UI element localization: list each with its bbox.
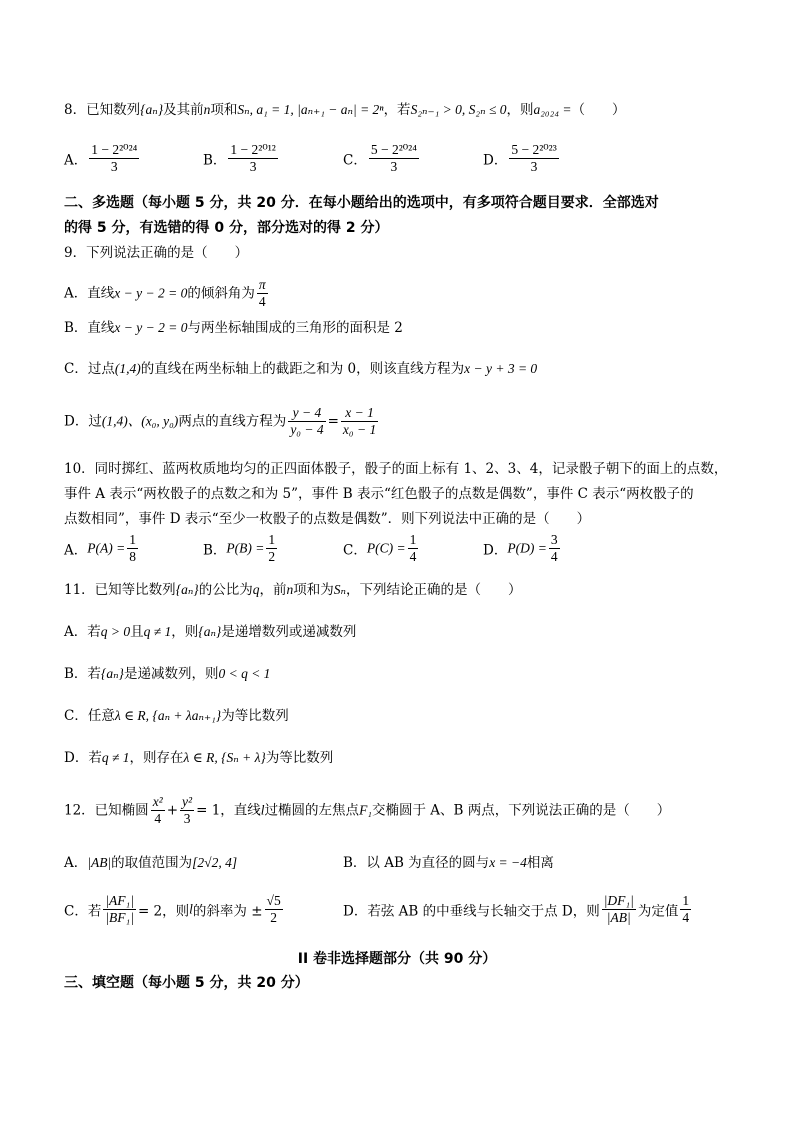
option-fraction xyxy=(408,532,419,565)
q12-text: ，直线 xyxy=(220,802,261,819)
angle-fraction xyxy=(257,277,268,310)
q11-seq: {aₙ} xyxy=(175,582,199,597)
denominator: 4 xyxy=(409,549,417,564)
denominator: 4 xyxy=(154,811,162,826)
q9-option-d[interactable] xyxy=(64,405,380,438)
option-label: C． xyxy=(343,152,367,169)
numerator: 1 − 2²⁰¹² xyxy=(230,142,276,157)
option-text: D．若弦 AB 的中垂线与长轴交于点 D，则 xyxy=(343,903,600,920)
condition: q ≠ 1 xyxy=(143,624,172,639)
line-l: l xyxy=(260,802,265,818)
option-label: A． xyxy=(64,152,88,169)
option-text: 且 xyxy=(130,624,144,640)
q12-option-c[interactable] xyxy=(64,893,285,926)
equation: x − y + 3 = 0 xyxy=(464,361,538,376)
q8-cond2: S₂ₙ₋₁ > 0, S₂ₙ ≤ 0 xyxy=(410,102,507,117)
option-text: B．若 xyxy=(64,666,101,682)
q8-n: n xyxy=(203,102,211,117)
denominator: 2 xyxy=(270,910,277,925)
numerator: 5 − 2²⁰²³ xyxy=(511,142,557,157)
point: (1,4) xyxy=(114,361,141,376)
q12-stem xyxy=(64,794,670,827)
option-fraction xyxy=(549,532,560,565)
q8-option-c[interactable] xyxy=(343,142,421,175)
q12-text: 交椭圆于 A、B 两点，下列说法正确的是（ ） xyxy=(372,802,671,819)
value-fraction xyxy=(680,893,691,926)
rhs-fraction xyxy=(341,405,378,438)
q8-text: 项和 xyxy=(210,102,238,118)
sequence: {aₙ} xyxy=(198,624,222,639)
prob-expr: P(B) = xyxy=(226,540,265,556)
option-label: D． xyxy=(483,152,508,169)
q12-option-a[interactable] xyxy=(64,851,237,871)
section3-header: 三、填空题（每小题 5 分，共 20 分） xyxy=(64,975,309,991)
numerator: 1 xyxy=(409,532,417,547)
q8-seq: {aₙ} xyxy=(140,102,164,117)
q11-option-a[interactable] xyxy=(64,623,356,641)
option-fraction xyxy=(89,142,139,175)
denominator: 3 xyxy=(110,159,118,174)
option-text: D．过 xyxy=(64,413,102,430)
q10-stem-line1: 10．同时掷红、蓝两枚质地均匀的正四面体骰子，骰子的面上标有 1、2、3、4，记录骰子朝下的面上的点数， xyxy=(64,461,728,477)
q8-text: 8．已知数列 xyxy=(64,102,141,118)
q11-text: 11．已知等比数列 xyxy=(64,582,176,598)
option-fraction xyxy=(228,142,277,175)
denominator: 8 xyxy=(129,549,136,564)
option-label: B． xyxy=(203,542,227,559)
denominator: |BF₁| xyxy=(105,910,134,925)
q12-option-d[interactable] xyxy=(343,893,693,926)
option-label: C． xyxy=(343,542,367,559)
option-label: A． xyxy=(64,542,88,559)
numerator: 1 xyxy=(129,532,136,547)
q11-text: 项和为 xyxy=(293,582,334,598)
section2-header-line1: 二、多选题（每小题 5 分，共 20 分．在每小题给出的选项中，有多项符合题目要求．全部选对 xyxy=(64,195,659,211)
denominator: 4 xyxy=(550,549,558,564)
condition: 0 < q < 1 xyxy=(218,666,271,681)
numerator: |AF₁| xyxy=(105,893,134,908)
q9-option-b[interactable] xyxy=(64,319,403,337)
equation: x − y − 2 = 0 xyxy=(114,285,188,301)
ratio-fraction xyxy=(103,893,136,926)
q12-text: 12．已知椭圆 xyxy=(64,802,149,819)
q11-s: Sₙ xyxy=(333,582,346,597)
equals-sign: = xyxy=(327,413,339,430)
q8-option-b[interactable] xyxy=(203,142,280,175)
q11-text: 的公比为 xyxy=(198,582,253,598)
q11-stem xyxy=(64,581,521,599)
section2-header-line2: 的得 5 分，有选错的得 0 分，部分选对的得 2 分） xyxy=(64,220,389,236)
option-text: A．直线 xyxy=(64,285,115,302)
numerator: x − 1 xyxy=(341,405,378,422)
option-text: = 2，则 xyxy=(137,903,190,920)
equation: x − y − 2 = 0 xyxy=(114,320,188,335)
option-label: D． xyxy=(483,542,508,559)
q11-n: n xyxy=(286,582,294,597)
option-text: 的倾斜角为 xyxy=(187,285,255,302)
q9-stem: 9．下列说法正确的是（ ） xyxy=(64,245,249,261)
numerator: y² xyxy=(182,794,193,809)
option-fraction xyxy=(509,142,558,175)
option-text: 是递增数列或递减数列 xyxy=(221,624,357,640)
numerator: π xyxy=(258,277,266,292)
q8-option-d[interactable] xyxy=(483,142,561,175)
prob-expr: P(A) = xyxy=(87,540,126,556)
option-fraction xyxy=(266,532,277,565)
condition: q ≠ 1 xyxy=(101,750,130,765)
numerator: √5 xyxy=(266,893,281,908)
numerator: x² xyxy=(152,794,163,809)
option-text: ，则 xyxy=(171,624,199,640)
ratio-fraction xyxy=(602,893,636,926)
option-text: 的直线在两坐标轴上的截距之和为 0，则该直线方程为 xyxy=(140,361,465,377)
plus-sign: + xyxy=(166,802,179,819)
q11-option-d[interactable] xyxy=(64,749,333,767)
q8-paren: （ ） xyxy=(571,102,626,118)
q11-text: ，前 xyxy=(259,582,287,598)
denominator: |AB| xyxy=(606,910,631,925)
expression: λ ∈ R, {Sₙ + λ} xyxy=(183,750,266,765)
q10-option-a[interactable] xyxy=(64,532,140,565)
denominator: 3 xyxy=(390,159,398,174)
denominator: 2 xyxy=(268,549,276,564)
q9-option-c[interactable] xyxy=(64,360,537,378)
denominator: x₀ − 1 xyxy=(342,422,377,437)
option-text: 的取值范围为 xyxy=(111,855,193,871)
q10-option-c[interactable] xyxy=(343,532,420,565)
q11-q: q xyxy=(252,582,260,597)
q11-text: ，下列结论正确的是（ ） xyxy=(345,582,522,598)
q8-text: ，则 xyxy=(506,102,534,118)
part2-title: II 卷非选择题部分（共 90 分） xyxy=(297,951,497,967)
q12-text: 过椭圆的左焦点 xyxy=(264,802,360,819)
slope-fraction xyxy=(265,893,283,926)
equation: x = −4 xyxy=(489,855,527,870)
lhs-fraction xyxy=(288,405,325,438)
option-text: ，则存在 xyxy=(129,750,184,766)
denominator: 3 xyxy=(183,811,191,826)
option-text: 的斜率为 ± xyxy=(192,903,263,920)
denominator: 4 xyxy=(258,294,266,309)
q8-cond: Sₙ, a₁ = 1, |aₙ₊₁ − aₙ| = 2ⁿ xyxy=(237,102,384,117)
option-text: 为等比数列 xyxy=(221,708,289,724)
ellipse-term-x xyxy=(151,794,165,827)
numerator: 1 − 2²⁰²⁴ xyxy=(91,142,138,157)
range: [2√2, 4] xyxy=(192,855,238,870)
q8-stem xyxy=(64,101,626,119)
option-fraction xyxy=(369,142,419,175)
numerator: y − 4 xyxy=(288,405,325,422)
option-text: B．以 AB 为直径的圆与 xyxy=(343,855,490,871)
denominator: 3 xyxy=(530,159,538,174)
q10-option-d[interactable] xyxy=(483,532,562,565)
numerator: 3 xyxy=(550,532,558,547)
option-text: C．过点 xyxy=(64,361,115,377)
option-text: B．直线 xyxy=(64,320,115,336)
denominator: 3 xyxy=(249,159,257,174)
q10-stem-line3: 点数相同”，事件 D 表示“至少一枚骰子的点数是偶数”．则下列说法中正确的是（ ） xyxy=(64,511,591,527)
q8-text: ，若 xyxy=(383,102,411,118)
numerator: 1 xyxy=(268,532,276,547)
option-text: 两点的直线方程为 xyxy=(178,413,287,430)
q10-option-b[interactable] xyxy=(203,532,279,565)
option-text: A．若 xyxy=(64,624,101,640)
option-text: C．若 xyxy=(64,903,102,920)
equals-one: = 1 xyxy=(196,802,221,819)
ellipse-term-y xyxy=(180,794,194,827)
denominator: y₀ − 4 xyxy=(290,422,324,437)
q10-stem-line2: 事件 A 表示“两枚骰子的点数之和为 5”，事件 B 表示“红色骰子的点数是偶数”，事件 C 表示“两枚骰子的 xyxy=(64,486,694,502)
option-text: A． xyxy=(64,855,88,871)
numerator: |DF₁| xyxy=(603,893,634,908)
expression: λ ∈ R, {aₙ + λaₙ₊₁} xyxy=(114,708,222,723)
option-text: 是递减数列，则 xyxy=(123,666,219,682)
option-text: 相离 xyxy=(526,855,554,871)
q8-text: 及其前 xyxy=(163,102,204,118)
condition: q > 0 xyxy=(100,624,131,639)
q8-option-a[interactable] xyxy=(64,142,141,175)
option-label: B． xyxy=(203,152,227,169)
q9-option-a[interactable] xyxy=(64,277,270,310)
option-text: D．若 xyxy=(64,750,102,766)
sequence: {aₙ} xyxy=(100,666,124,681)
option-text: C．任意 xyxy=(64,708,115,724)
numerator: 5 − 2²⁰²⁴ xyxy=(370,142,417,157)
focus: F₁ xyxy=(359,802,373,818)
points: (1,4)、(x₀, y₀) xyxy=(101,413,179,429)
prob-expr: P(D) = xyxy=(507,540,547,556)
numerator: 1 xyxy=(682,893,690,908)
line-l: l xyxy=(189,901,193,917)
denominator: 4 xyxy=(682,910,690,925)
q12-option-b[interactable] xyxy=(343,851,554,871)
option-text: 为等比数列 xyxy=(265,750,334,766)
chord-length: |AB| xyxy=(87,855,112,870)
option-text: 为定值 xyxy=(637,903,679,920)
q11-option-c[interactable] xyxy=(64,707,289,725)
option-fraction xyxy=(127,532,138,565)
option-text: 与两坐标轴围成的三角形的面积是 2 xyxy=(187,320,403,336)
q8-target: a₂₀₂₄ = xyxy=(533,102,572,117)
prob-expr: P(C) = xyxy=(366,540,406,556)
q11-option-b[interactable] xyxy=(64,665,270,683)
